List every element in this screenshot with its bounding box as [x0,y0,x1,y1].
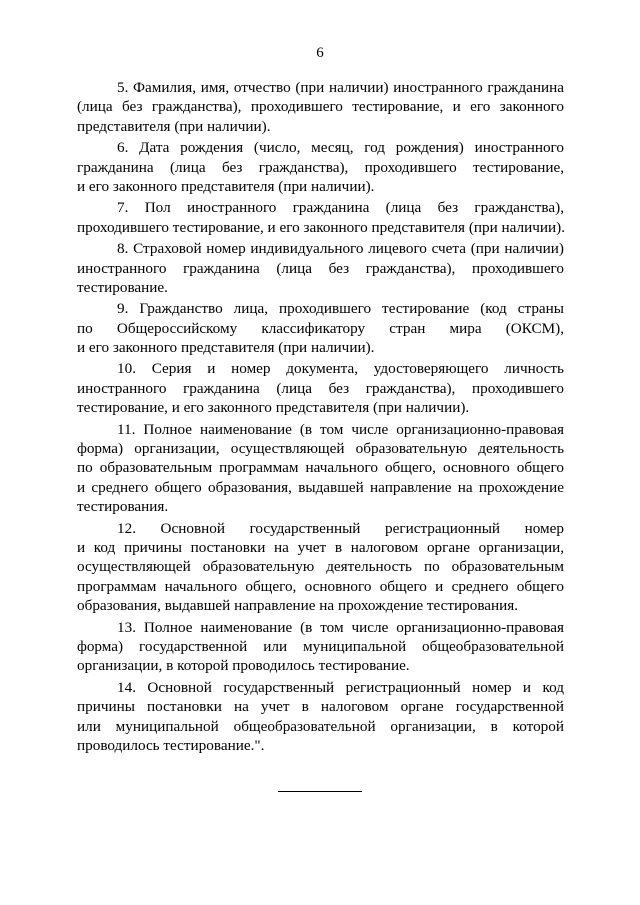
text-line: тестирование. [77,278,168,296]
text-line: и среднего общего образования, выдавшей направление на прохождение [77,478,564,496]
text-line: по образовательным программам начального общего, основного общего [77,459,564,477]
text-line: причины постановки на учет в налоговом органе государственной [77,698,564,716]
list-item [77,138,564,196]
text-line: или муниципальной общеобразовательной организации, в которой [77,717,564,735]
text-line: 12. Основной государственный регистрационный номер [117,519,564,537]
text-line: 11. Полное наименование (в том числе организационно-правовая [117,420,564,438]
text-line: 13. Полное наименование (в том числе организационно-правовая [117,618,564,636]
list-item [77,239,564,297]
list-item [77,78,564,136]
text-line: программам начального общего, основного общего и среднего общего [77,577,564,595]
text-line: тестирования. [77,498,169,516]
text-line: 14. Основной государственный регистрационный номер и код [117,678,564,696]
list-item [77,618,564,676]
text-line: осуществляющей образовательную деятельность по образовательным [77,558,564,576]
page-number: 6 [316,45,324,61]
list-item [77,299,564,357]
text-line: тестирование, и его законного представителя (при наличии). [77,399,470,417]
list-item [77,420,564,517]
text-line: 9. Гражданство лица, проходившего тестирование (код страны [117,300,564,318]
text-line: иностранного гражданина (лица без гражданства), проходившего [77,379,564,397]
end-separator-line [278,791,362,792]
text-line: 6. Дата рождения (число, месяц, год рождения) иностранного [117,139,564,157]
text-line: организации, в которой проводилось тестирование. [77,657,410,675]
text-line: форма) организации, осуществляющей образовательную деятельность [77,440,564,458]
text-line: по Общероссийскому классификатору стран мира (ОКСМ), [77,319,564,337]
list-item [77,678,564,756]
text-line: проводилось тестирование.". [77,736,265,754]
text-line: (лица без гражданства), проходившего тестирование, и его законного [77,98,564,116]
text-line: 10. Серия и номер документа, удостоверяющего личность [117,360,564,378]
text-line: гражданина (лица без гражданства), проходившего тестирование, [77,158,564,176]
list-item [77,359,564,417]
text-line: представителя (при наличии). [77,117,271,135]
text-line: проходившего тестирование, и его законного представителя (при наличии). [77,218,565,236]
text-line: 7. Пол иностранного гражданина (лица без гражданства), [117,199,564,217]
text-line: и код причины постановки на учет в налоговом органе организации, [77,538,564,556]
text-line: форма) государственной или муниципальной общеобразовательной [77,637,564,655]
list-item [77,519,564,616]
text-line: 5. Фамилия, имя, отчество (при наличии) иностранного гражданина [117,79,564,96]
text-line: иностранного гражданина (лица без гражданства), проходившего [77,259,564,277]
text-line: и его законного представителя (при наличии). [77,177,375,195]
list-item [77,198,564,237]
text-line: образования, выдавшей направление на прохождение тестирования. [77,597,519,615]
text-line: 8. Страховой номер индивидуального лицевого счета (при наличии) [117,240,564,258]
document-body [77,78,564,757]
text-line: и его законного представителя (при наличии). [77,339,375,357]
